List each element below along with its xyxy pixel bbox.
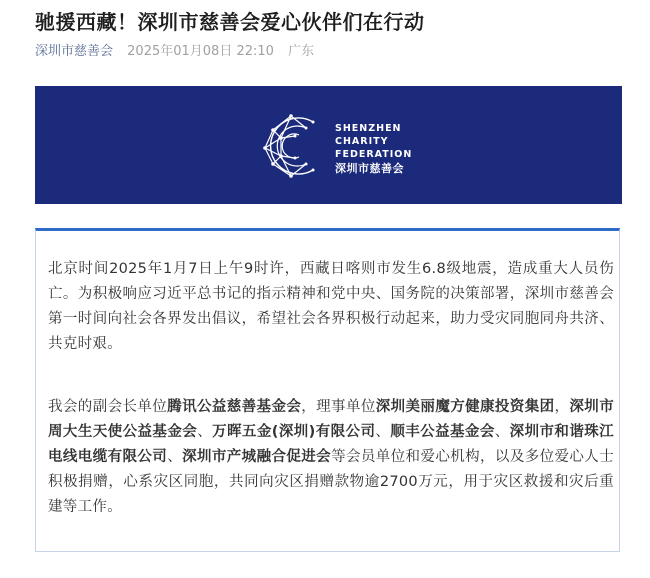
p2-text: 我会的副会长单位 [48, 399, 168, 415]
author-link[interactable]: 深圳市慈善会 [35, 44, 114, 59]
p2-text: 、 [197, 424, 213, 440]
org-wanhui-hardware: 万晖五金(深圳)有限公司 [212, 424, 376, 440]
logo-line-shenzhen: SHENZHEN [335, 123, 402, 134]
logo-line-federation: FEDERATION [335, 149, 413, 160]
p2-text: 等会员单位和爱心机构，以及多位爱心人士积极捐赠，心系灾区同胞，共同向灾区捐赠款物逾2700万元，用于灾区救援和灾后重建等工作。 [48, 449, 615, 515]
p2-text: 、 [494, 424, 510, 440]
org-hexie-zhujiang-cable: 深圳市和谐珠江电线电缆有限公司 [48, 424, 614, 465]
paragraph-2 [48, 395, 614, 520]
org-sf-foundation: 顺丰公益基金会 [390, 424, 495, 440]
org-tencent-foundation: 腾讯公益慈善基金会 [167, 399, 302, 415]
p2-text: ，理事单位 [301, 399, 376, 415]
article-title: 驰援西藏！深圳市慈善会爱心伙伴们在行动 [35, 10, 425, 34]
article-meta [35, 40, 314, 59]
logo-line-chinese: 深圳市慈善会 [335, 162, 404, 175]
p2-text: 、 [375, 424, 391, 440]
p2-text: 、 [167, 449, 183, 465]
content-box [35, 228, 620, 552]
banner-image [35, 86, 622, 204]
logo-line-charity: CHARITY [335, 136, 389, 147]
org-meili-mofang-group: 深圳美丽魔方健康投资集团 [375, 399, 555, 415]
paragraph-1: 北京时间2025年1月7日上午9时许，西藏日喀则市发生6.8级地震，造成重大人员伤亡。为积极响应习近平总书记的指示精神和党中央、国务院的决策部署，深圳市慈善会第一时间向社会各界发出倡议，希望社会各界积极行动起来，助力受灾同胞同舟共济、共克时艰。 [48, 261, 614, 352]
publish-location: 广东 [288, 44, 315, 59]
charity-logo-icon [251, 108, 331, 184]
p2-text: ， [554, 399, 570, 415]
publish-date: 2025年01月08日 22:10 [127, 44, 274, 59]
org-chow-tai-seng-foundation: 深圳市周大生天使公益基金会 [48, 399, 614, 440]
logo-wordmark [335, 122, 412, 175]
org-chancheng-association: 深圳市产城融合促进会 [182, 449, 332, 465]
